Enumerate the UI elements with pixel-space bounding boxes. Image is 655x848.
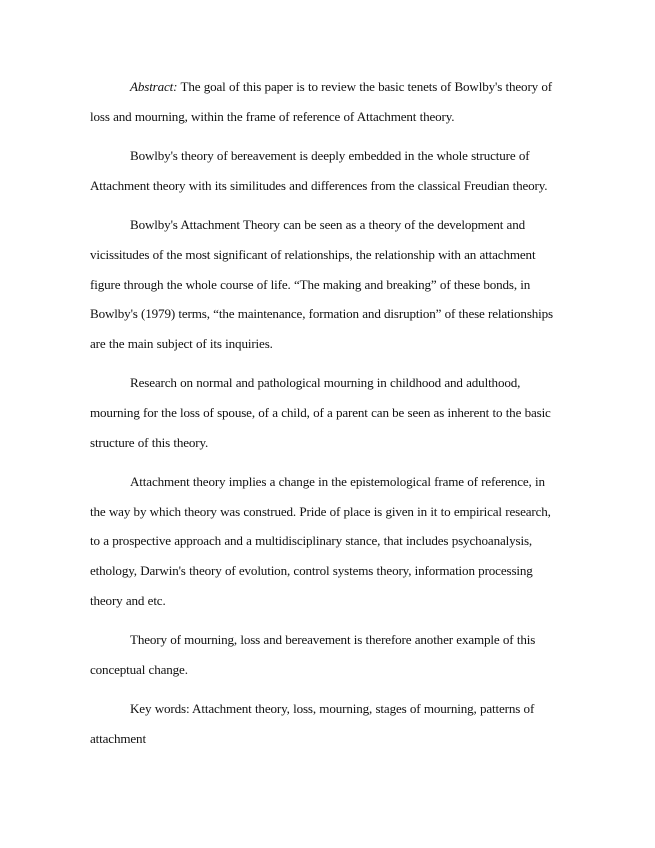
paragraph-research	[90, 368, 563, 457]
text-line: structure of this theory.	[90, 434, 209, 450]
text-line: Bowlby's (1979) terms, “the maintenance, formation and disruption” of these relationships	[90, 306, 553, 322]
document-page	[90, 72, 563, 763]
text-line: Bowlby's theory of bereavement is deeply embedded in the whole structure of	[130, 148, 530, 164]
abstract-line-1: The goal of this paper is to review the basic tenets of Bowlby's theory of	[177, 79, 552, 94]
text-line: conceptual change.	[90, 661, 188, 677]
text-line: Bowlby's Attachment Theory can be seen as a theory of the development and	[130, 217, 525, 233]
text-line: figure through the whole course of life. “The making and breaking” of these bonds, in	[90, 276, 531, 292]
text-line: to a prospective approach and a multidisciplinary stance, that includes psychoanalysis,	[90, 533, 533, 549]
text-line: are the main subject of its inquiries.	[90, 335, 273, 351]
text-line: theory and etc.	[90, 592, 166, 608]
paragraph-attachment-theory	[90, 210, 563, 358]
text-line: Attachment theory implies a change in the epistemological frame of reference, in	[130, 474, 545, 490]
text-line: ethology, Darwin's theory of evolution, control systems theory, information processing	[90, 562, 533, 578]
abstract-paragraph	[90, 72, 563, 131]
text-line: vicissitudes of the most significant of relationships, the relationship with an attachment	[90, 246, 536, 262]
text-line: Key words: Attachment theory, loss, mourning, stages of mourning, patterns of	[130, 701, 535, 717]
text-line: Theory of mourning, loss and bereavement is therefore another example of this	[130, 632, 536, 648]
text-line: Research on normal and pathological mourning in childhood and adulthood,	[130, 375, 521, 391]
text-line: Attachment theory with its similitudes and differences from the classical Freudian theory.	[90, 177, 548, 193]
paragraph-keywords	[90, 694, 563, 753]
paragraph-mourning-theory	[90, 625, 563, 684]
paragraph-epistemology	[90, 467, 563, 615]
text-line	[90, 72, 563, 102]
text-line: attachment	[90, 730, 146, 746]
text-line: loss and mourning, within the frame of reference of Attachment theory.	[90, 108, 455, 124]
text-line: the way by which theory was construed. Pride of place is given in it to empirical research,	[90, 503, 551, 519]
abstract-label: Abstract:	[130, 79, 178, 94]
text-line: mourning for the loss of spouse, of a child, of a parent can be seen as inherent to the basic	[90, 404, 551, 420]
paragraph-bereavement	[90, 141, 563, 200]
